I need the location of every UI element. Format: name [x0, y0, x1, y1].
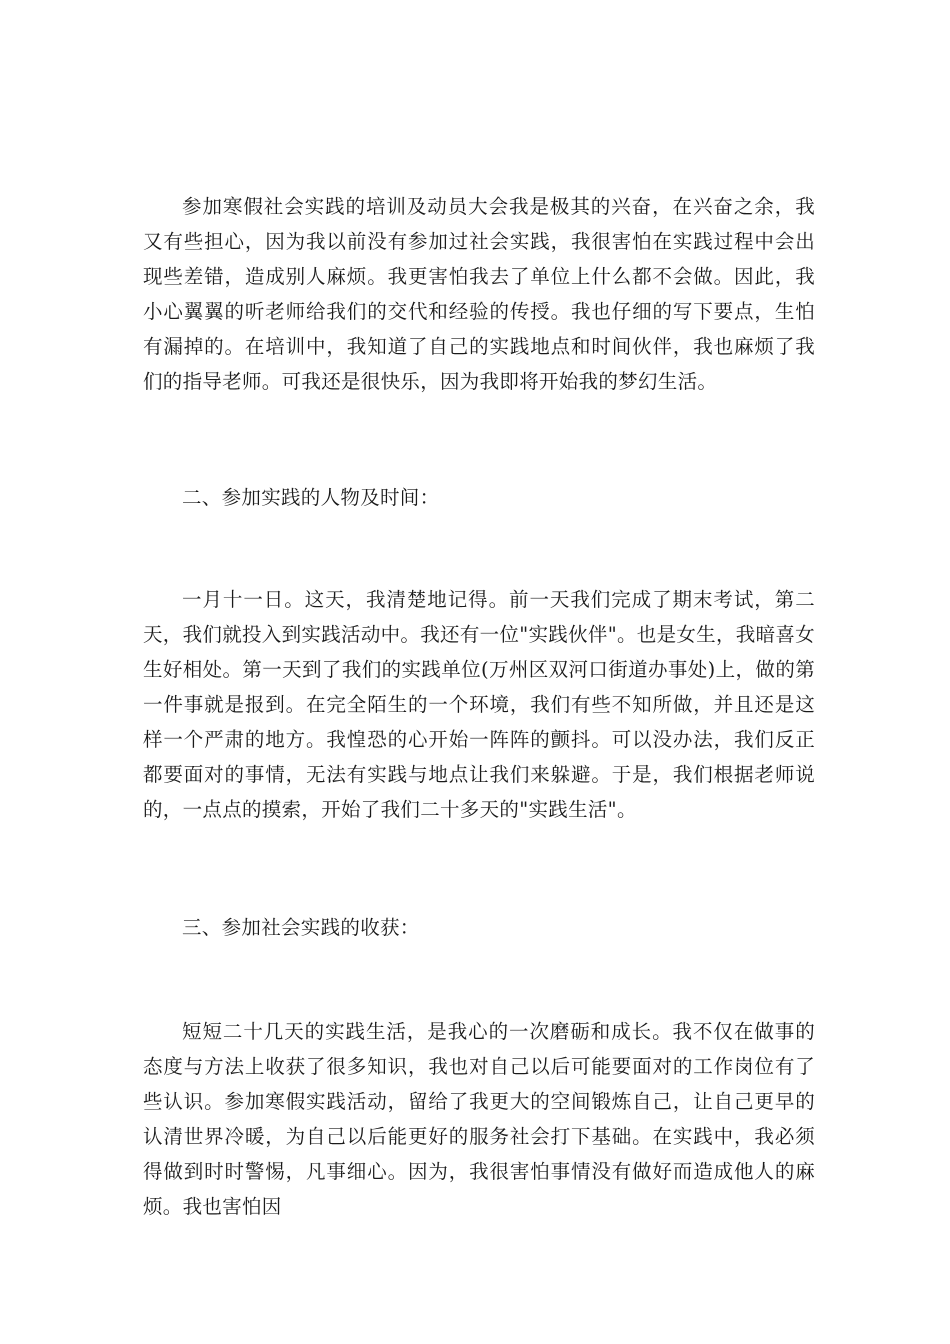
paragraph-gains: 短短二十几天的实践生活，是我心的一次磨砺和成长。我不仅在做事的态度与方法上收获了很多知识，我也对自己以后可能要面对的工作岗位有了些认识。参加寒假实践活动，留给了我更大的空间锻炼自己，让自己更早的认清世界冷暖，为自己以后能更好的服务社会打下基础。在实践中，我必须得做到时时警惕，凡事细心。因为，我很害怕事情没有做好而造成他人的麻烦。我也害怕因 — [143, 1020, 815, 1218]
section-heading-gains: 三、参加社会实践的收获： — [182, 916, 420, 939]
paragraph-training: 参加寒假社会实践的培训及动员大会我是极其的兴奋，在兴奋之余，我又有些担心，因为我以前没有参加过社会实践，我很害怕在实践过程中会出现些差错，造成别人麻烦。我更害怕我去了单位上什么都不会做。因此，我小心翼翼的听老师给我们的交代和经验的传授。我也仔细的写下要点，生怕有漏掉的。在培训中，我知道了自己的实践地点和时间伙伴，我也麻烦了我们的指导老师。可我还是很快乐，因为我即将开始我的梦幻生活。 — [143, 195, 815, 393]
paragraph-people-time: 一月十一日。这天，我清楚地记得。前一天我们完成了期末考试，第二天，我们就投入到实践活动中。我还有一位"实践伙伴"。也是女生，我暗喜女生好相处。第一天到了我们的实践单位(万州区双河口街道办事处)上，做的第一件事就是报到。在完全陌生的一个环境，我们有些不知所做，并且还是这样一个严肃的地方。我惶恐的心开始一阵阵的颤抖。可以没办法，我们反正都要面对的事情，无法有实践与地点让我们来躲避。于是，我们根据老师说的，一点点的摸索，开始了我们二十多天的"实践生活"。 — [143, 588, 815, 821]
section-heading-people-time: 二、参加实践的人物及时间： — [182, 486, 440, 509]
